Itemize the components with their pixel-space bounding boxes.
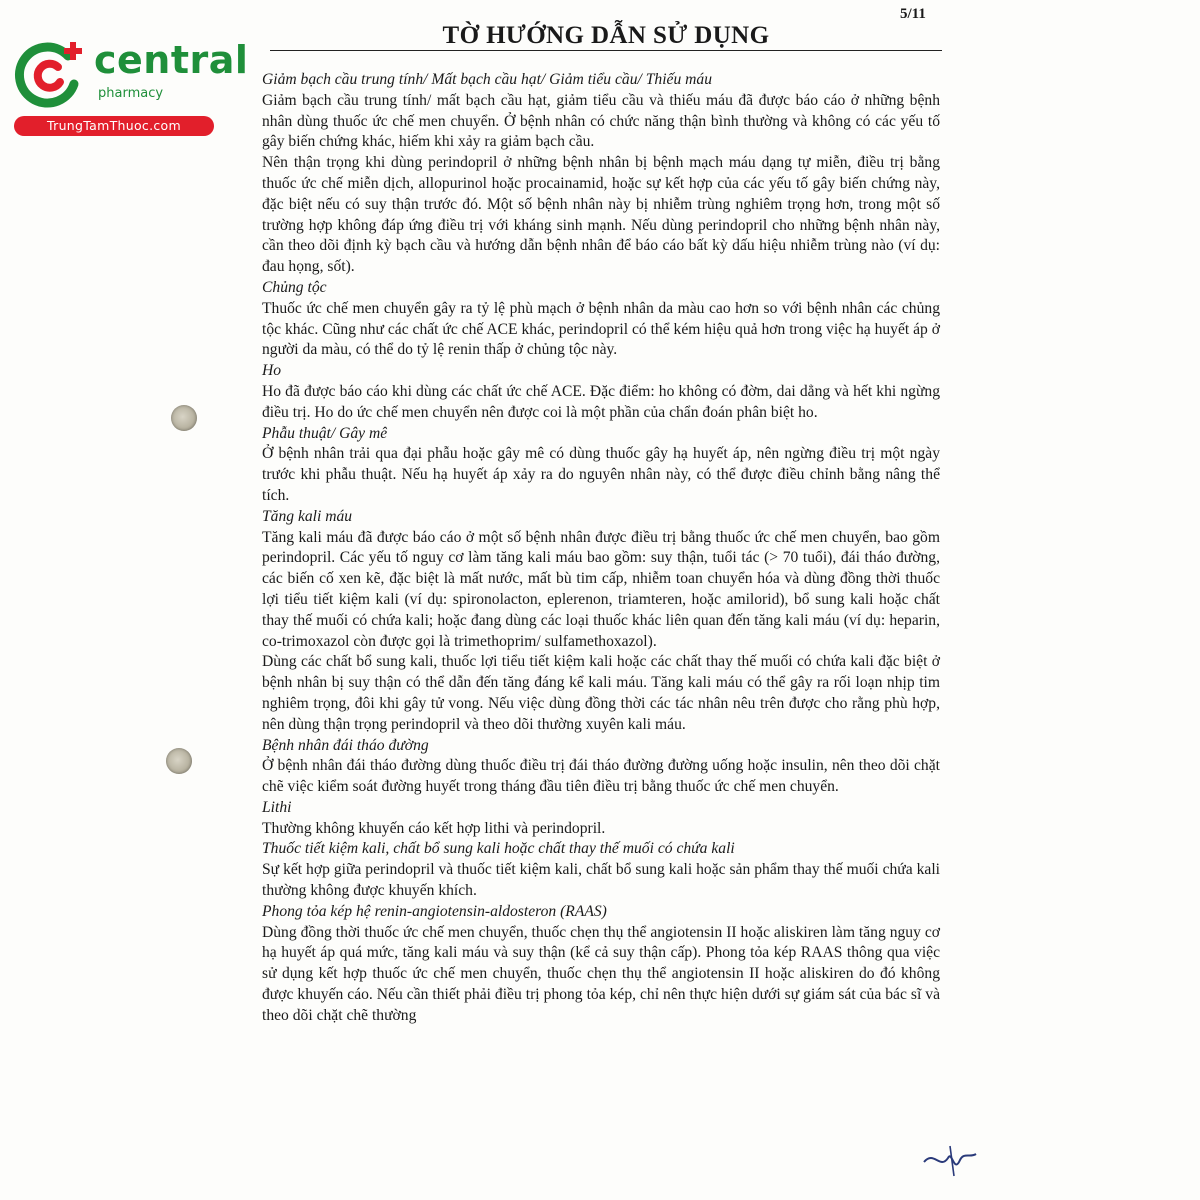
section-heading: Lithi <box>262 798 292 816</box>
document-body <box>262 70 940 1027</box>
central-pharmacy-logo[interactable] <box>10 34 249 139</box>
paragraph: Thuốc ức chế men chuyển gây ra tỷ lệ phù mạch ở bệnh nhân da màu cao hơn so với bệnh nhân các chủng tộc khác. Cũng như các chất ức chế ACE khác, perindopril có thể kém hiệu quả hơn trong việc hạ huyết áp ở người da màu, có thể do tỷ lệ renin thấp ở chủng tộc này. <box>262 299 940 359</box>
paragraph: Ho đã được báo cáo khi dùng các chất ức chế ACE. Đặc điểm: ho không có đờm, dai dẳng và hết khi ngừng điều trị. Ho do ức chế men chuyển nên được coi là một phần của chẩn đoán phân biệt ho. <box>262 382 940 421</box>
section-heading: Chủng tộc <box>262 278 327 296</box>
logo-brand: central <box>94 38 249 82</box>
logo-mark-icon <box>10 34 90 114</box>
section-heading: Tăng kali máu <box>262 507 353 525</box>
logo-sub: pharmacy <box>98 86 164 101</box>
paragraph: Ở bệnh nhân trải qua đại phẫu hoặc gây mê có dùng thuốc gây hạ huyết áp, nên ngừng điều trị một ngày trước khi phẫu thuật. Nếu hạ huyết áp xảy ra do nguyên nhân này, có thể được điều chỉnh bằng nâng thể tích. <box>262 445 940 504</box>
signature-icon <box>920 1140 980 1180</box>
paragraph: Dùng đồng thời thuốc ức chế men chuyển, thuốc chẹn thụ thể angiotensin II hoặc aliskiren làm tăng nguy cơ hạ huyết áp quá mức, tăng kali máu và suy thận (kể cả suy thận cấp). Phong tỏa kép RAAS thông qua việc sử dụng kết hợp thuốc ức chế men chuyển, thuốc chẹn thụ thể angiotensin II hoặc aliskiren do đó không được khuyến cáo. Nếu cần thiết phải điều trị phong tỏa kép, chỉ nên thực hiện dưới sự giám sát của bác sĩ và theo dõi chặt chẽ thường <box>262 923 940 1024</box>
section-heading: Thuốc tiết kiệm kali, chất bổ sung kali hoặc chất thay thế muối có chứa kali <box>262 840 735 858</box>
paragraph: Giảm bạch cầu trung tính/ mất bạch cầu hạt, giảm tiểu cầu và thiếu máu đã được báo cáo ở những bệnh nhân dùng thuốc ức chế men chuyển. Ở bệnh nhân có chức năng thận bình thường và không có các yếu tố gây biến chứng khác, hiếm khi xảy ra giảm bạch cầu. <box>262 91 940 151</box>
paragraph: Sự kết hợp giữa perindopril và thuốc tiết kiệm kali, chất bổ sung kali hoặc sản phẩm thay thế muối chứa kali thường không được khuyến khích. <box>262 861 940 900</box>
page-title: TỜ HƯỚNG DẪN SỬ DỤNG <box>442 22 770 49</box>
section-heading: Bệnh nhân đái tháo đường <box>262 736 429 754</box>
section-heading: Ho <box>262 362 282 380</box>
paragraph: Nên thận trọng khi dùng perindopril ở những bệnh nhân bị bệnh mạch máu dạng tự miễn, điều trị bằng thuốc ức chế miễn dịch, allopurinol hoặc procainamid, hoặc sự kết hợp của các yếu tố gây biến chứng này, đặc biệt nếu có suy thận trước đó. Một số bệnh nhân này bị nhiễm trùng nghiêm trọng hơn, trong một số trường hợp không đáp ứng điều trị với kháng sinh mạnh. Nếu dùng perindopril cho những bệnh nhân này, cần theo dõi định kỳ bạch cầu và hướng dẫn bệnh nhân để báo cáo bất kỳ dấu hiệu nhiễm trùng nào (ví dụ: đau họng, sốt). <box>262 154 940 276</box>
punch-hole-icon <box>171 405 197 431</box>
paragraph: Tăng kali máu đã được báo cáo ở một số bệnh nhân được điều trị bằng thuốc ức chế men chuyển, bao gồm perindopril. Các yếu tố nguy cơ làm tăng kali máu bao gồm: suy thận, tuổi tác (> 70 tuổi), đái tháo đường, các biến cố xen kẽ, đặc biệt là mất nước, mất bù tim cấp, nhiễm toan chuyển hóa và dùng đồng thời thuốc lợi tiểu tiết kiệm kali (ví dụ: spironolacton, eplerenon, triamteren, hoặc amilorid), bổ sung kali hoặc chất thay thế muối có chứa kali; hoặc đang dùng các loại thuốc khác liên quan đến tăng kali máu (ví dụ: heparin, co-trimoxazol còn được gọi là trimethoprim/ sulfamethoxazol). <box>262 528 940 650</box>
page-number: 5/11 <box>900 6 926 22</box>
punch-hole-icon <box>166 748 192 774</box>
section-heading: Phẫu thuật/ Gây mê <box>262 424 388 442</box>
section-heading: Giảm bạch cầu trung tính/ Mất bạch cầu hạt/ Giảm tiểu cầu/ Thiếu máu <box>262 71 713 88</box>
title-divider <box>270 50 942 51</box>
paragraph: Thường không khuyến cáo kết hợp lithi và perindopril. <box>262 819 606 837</box>
section-heading: Phong tỏa kép hệ renin-angiotensin-aldosteron (RAAS) <box>262 902 607 920</box>
paragraph: Dùng các chất bổ sung kali, thuốc lợi tiểu tiết kiệm kali hoặc các chất thay thế muối có chứa kali đặc biệt ở bệnh nhân bị suy thận có thể dẫn đến tăng đáng kể kali máu. Tăng kali máu có thể gây ra rối loạn nhịp tim nghiêm trọng, đôi khi gây tử vong. Nếu việc dùng đồng thời các tác nhân nêu trên được cho rằng phù hợp, nên dùng thận trọng perindopril và theo dõi thường xuyên kali máu. <box>262 653 940 733</box>
paragraph: Ở bệnh nhân đái tháo đường dùng thuốc điều trị đái tháo đường đường uống hoặc insulin, nên theo dõi chặt chẽ việc kiểm soát đường huyết trong tháng đầu tiên điều trị bằng thuốc ức chế men chuyển. <box>262 757 940 796</box>
logo-site: TrungTamThuoc.com <box>14 116 214 136</box>
